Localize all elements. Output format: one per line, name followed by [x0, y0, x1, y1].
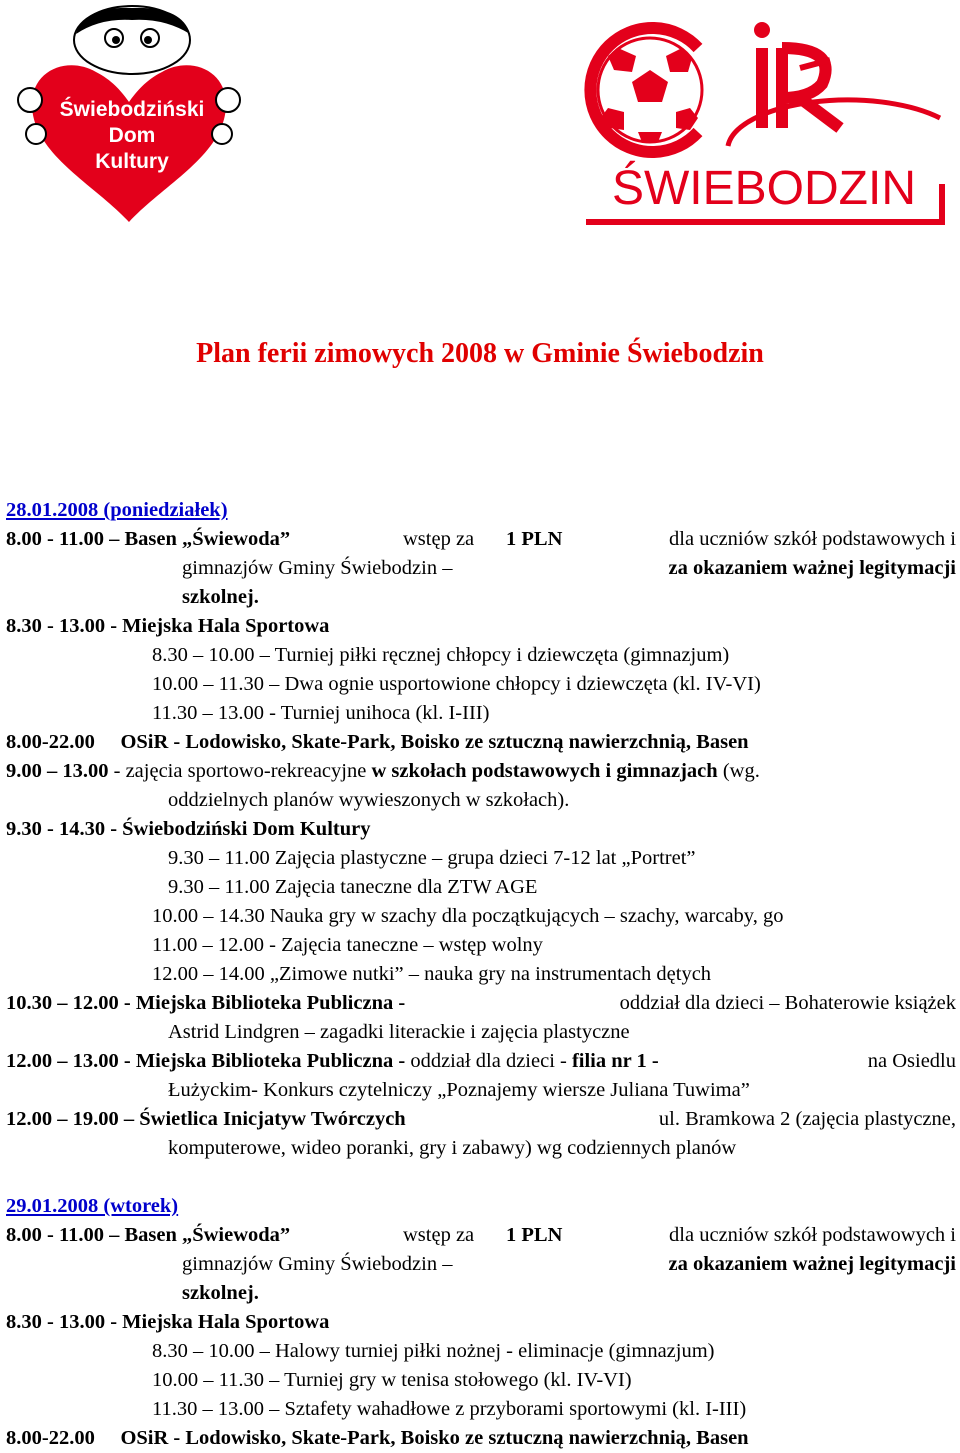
svg-text:Świebodziński: Świebodziński [59, 98, 205, 121]
day-date: 29.01.2008 (wtorek) [6, 1195, 179, 1217]
basen-entry-line2: gimnazjów Gminy Świebodzin – za okazaniem ważnej legitymacji [182, 1253, 956, 1275]
svg-text:Kultury: Kultury [95, 150, 169, 173]
szkoly-entry-line2: oddzielnych planów wywieszonych w szkołach). [168, 789, 570, 811]
osir-entry: 8.00-22.00 OSiR - Lodowisko, Skate-Park, Boisko ze sztuczną nawierzchnią, Basen [6, 1427, 749, 1449]
sdk-item: 12.00 – 14.00 „Zimowe nutki” – nauka gry na instrumentach dętych [152, 963, 712, 985]
basen-entry-line2: gimnazjów Gminy Świebodzin – za okazaniem ważnej legitymacji [182, 557, 956, 579]
sdk-item: 9.30 – 11.00 Zajęcia plastyczne – grupa dzieci 7-12 lat „Portret” [168, 847, 696, 869]
hala-item: 8.30 – 10.00 – Halowy turniej piłki nożnej - eliminacje (gimnazjum) [152, 1340, 715, 1362]
hala-item: 8.30 – 10.00 – Turniej piłki ręcznej chłopcy i dziewczęta (gimnazjum) [152, 644, 730, 666]
hala-item: 10.00 – 11.30 – Dwa ognie usportowione chłopcy i dziewczęta (kl. IV-VI) [152, 673, 761, 695]
swietlica-entry: 12.00 – 19.00 – Świetlica Inicjatyw Twórczych ul. Bramkowa 2 (zajęcia plastyczne, [6, 1108, 956, 1130]
osir-logo [578, 8, 950, 230]
swietlica-entry-line2: komputerowe, wideo poranki, gry i zabawy) wg codziennych planów [168, 1137, 737, 1159]
biblioteka-filia-entry: 12.00 – 13.00 - Miejska Biblioteka Publiczna - oddział dla dzieci - filia nr 1 - na Osiedlu [6, 1050, 956, 1072]
svg-text:Dom: Dom [108, 124, 156, 147]
hala-item: 11.30 – 13.00 - Turniej unihoca (kl. I-III) [152, 702, 490, 724]
biblioteka-filia-line2: Łużyckim- Konkurs czytelniczy „Poznajemy wiersze Juliana Tuwima” [168, 1079, 750, 1101]
biblioteka-entry: 10.30 – 12.00 - Miejska Biblioteka Publiczna - oddział dla dzieci – Bohaterowie książek [6, 992, 956, 1014]
sdk-item: 9.30 – 11.00 Zajęcia taneczne dla ZTW AGE [168, 876, 538, 898]
sdk-item: 10.00 – 14.30 Nauka gry w szachy dla początkujących – szachy, warcaby, go [152, 905, 784, 927]
sdk-item: 11.00 – 12.00 - Zajęcia taneczne – wstęp wolny [152, 934, 543, 956]
hala-heading: 8.30 - 13.00 - Miejska Hala Sportowa [6, 615, 330, 637]
hala-item: 11.30 – 13.00 – Sztafety wahadłowe z przyborami sportowymi (kl. I-III) [152, 1398, 747, 1420]
basen-entry: 8.00 - 11.00 – Basen „Świewoda” wstęp za 1 PLN dla uczniów szkół podstawowych i [6, 528, 956, 550]
biblioteka-entry-line2: Astrid Lindgren – zagadki literackie i zajęcia plastyczne [168, 1021, 630, 1043]
page-title: Plan ferii zimowych 2008 w Gminie Świebodzin [196, 338, 764, 369]
day-date: 28.01.2008 (poniedziałek) [6, 499, 228, 521]
basen-entry-line3: szkolnej. [182, 586, 259, 608]
hala-item: 10.00 – 11.30 – Turniej gry w tenisa stołowego (kl. IV-VI) [152, 1369, 632, 1391]
szkoly-entry: 9.00 – 13.00 - zajęcia sportowo-rekreacyjne w szkołach podstawowych i gimnazjach (wg. [6, 760, 760, 782]
hala-heading: 8.30 - 13.00 - Miejska Hala Sportowa [6, 1311, 330, 1333]
svg-text:ŚWIEBODZIN: ŚWIEBODZIN [611, 162, 917, 215]
dom-kultury-logo [14, 4, 244, 226]
osir-entry: 8.00-22.00 OSiR - Lodowisko, Skate-Park, Boisko ze sztuczną nawierzchnią, Basen [6, 731, 749, 753]
basen-entry-line3: szkolnej. [182, 1282, 259, 1304]
sdk-heading: 9.30 - 14.30 - Świebodziński Dom Kultury [6, 818, 371, 840]
basen-entry: 8.00 - 11.00 – Basen „Świewoda” wstęp za 1 PLN dla uczniów szkół podstawowych i [6, 1224, 956, 1246]
